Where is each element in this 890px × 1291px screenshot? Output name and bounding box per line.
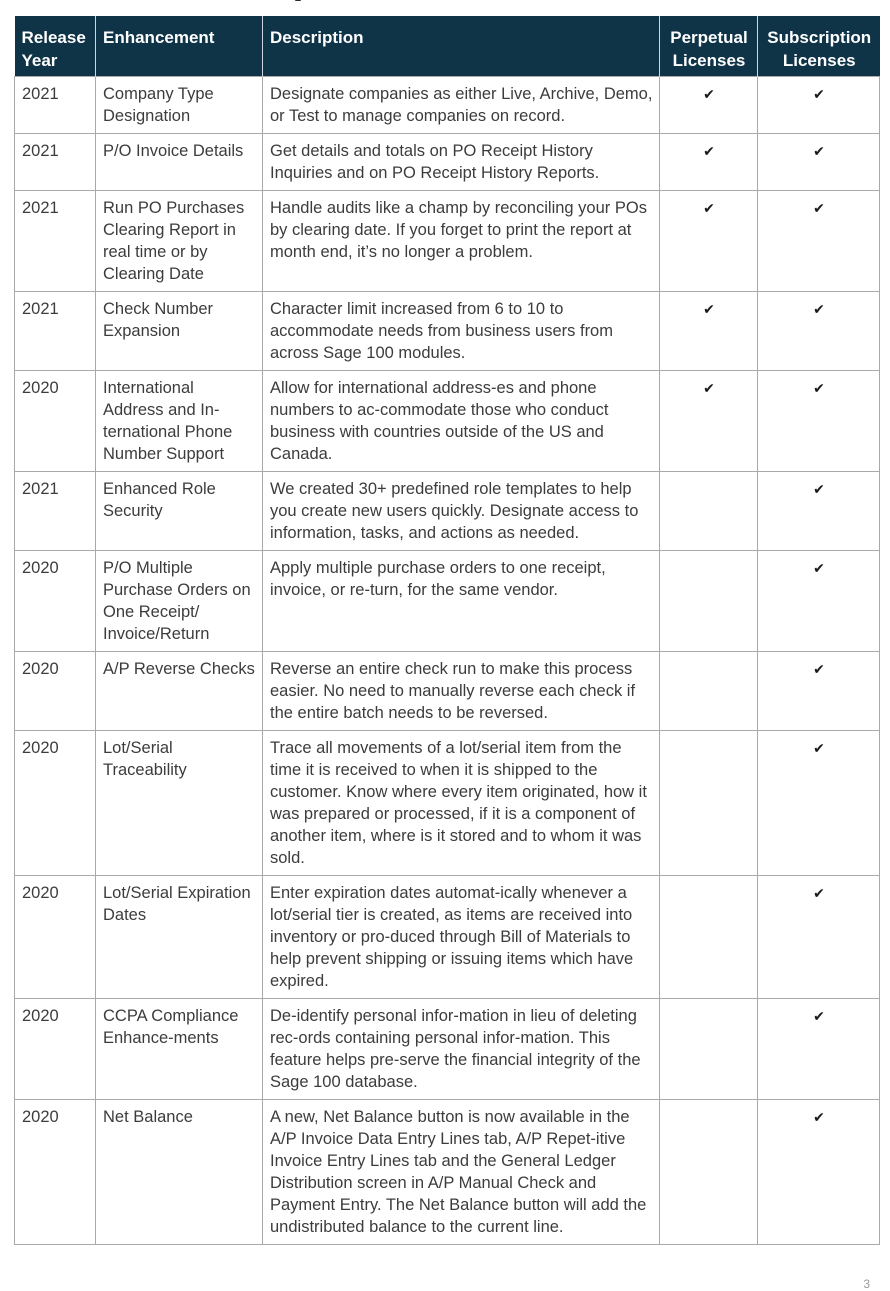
enhancement-cell: International Address and In-ternational Phone Number Support (96, 371, 263, 472)
release-year-cell: 2021 (15, 191, 96, 292)
header-perpetual-licenses: Perpetual Licenses (660, 16, 758, 77)
enhancement-cell: Lot/Serial Expiration Dates (96, 876, 263, 999)
subscription-check-cell (758, 191, 880, 292)
release-year-cell: 2020 (15, 1100, 96, 1245)
description-cell: Apply multiple purchase orders to one receipt, invoice, or re-turn, for the same vendor. (263, 551, 660, 652)
checkmark-icon: ✔ (813, 1109, 825, 1125)
description-cell: Get details and totals on PO Receipt History Inquiries and on PO Receipt History Reports. (263, 134, 660, 191)
perpetual-check-cell (660, 1100, 758, 1245)
subscription-check-cell (758, 1100, 880, 1245)
header-enhancement: Enhancement (96, 16, 263, 77)
release-year-cell: 2020 (15, 999, 96, 1100)
table-row (15, 551, 880, 652)
description-cell: Character limit increased from 6 to 10 to accommodate needs from business users from across Sage 100 modules. (263, 292, 660, 371)
subscription-check-cell (758, 134, 880, 191)
checkmark-icon: ✔ (703, 143, 715, 159)
perpetual-check-cell (660, 472, 758, 551)
table-body (15, 77, 880, 1245)
checkmark-icon: ✔ (813, 200, 825, 216)
perpetual-check-cell (660, 999, 758, 1100)
checkmark-icon: ✔ (703, 200, 715, 216)
description-cell: We created 30+ predefined role templates to help you create new users quickly. Designate access to information, tasks, and actions as needed. (263, 472, 660, 551)
release-year-cell: 2020 (15, 731, 96, 876)
description-cell: De-identify personal infor-mation in lieu of deleting rec-ords containing personal infor-mation. This feature helps pre-serve the financial integrity of the Sage 100 database. (263, 999, 660, 1100)
table-row (15, 472, 880, 551)
checkmark-icon: ✔ (813, 86, 825, 102)
enhancement-cell: Enhanced Role Security (96, 472, 263, 551)
release-year-cell: 2020 (15, 876, 96, 999)
checkmark-icon: ✔ (813, 740, 825, 756)
checkmark-icon: ✔ (813, 301, 825, 317)
perpetual-check-cell (660, 191, 758, 292)
description-cell: A new, Net Balance button is now available in the A/P Invoice Data Entry Lines tab, A/P Repet-itive Invoice Entry Lines tab and the General Ledger Distribution screen in A/P Manual Check and Payment Entry. The Net Balance button will add the undistributed balance to the current line. (263, 1100, 660, 1245)
header-release-year: Release Year (15, 16, 96, 77)
perpetual-check-cell (660, 134, 758, 191)
description-cell: Allow for international address-es and phone numbers to ac-commodate those who conduct business with countries outside of the US and Canada. (263, 371, 660, 472)
table-row (15, 1100, 880, 1245)
checkmark-icon: ✔ (813, 143, 825, 159)
page-number: 3 (863, 1277, 870, 1291)
header-subscription-licenses: Subscription Licenses (758, 16, 880, 77)
table-row (15, 652, 880, 731)
subscription-check-cell (758, 472, 880, 551)
enhancement-cell: P/O Multiple Purchase Orders on One Receipt/ Invoice/Return (96, 551, 263, 652)
enhancement-cell: Lot/Serial Traceability (96, 731, 263, 876)
subscription-check-cell (758, 999, 880, 1100)
checkmark-icon: ✔ (703, 380, 715, 396)
enhancement-cell: Net Balance (96, 1100, 263, 1245)
checkmark-icon: ✔ (813, 380, 825, 396)
description-cell: Designate companies as either Live, Archive, Demo, or Test to manage companies on record. (263, 77, 660, 134)
perpetual-check-cell (660, 292, 758, 371)
subscription-check-cell (758, 652, 880, 731)
table-row (15, 77, 880, 134)
table-row (15, 876, 880, 999)
perpetual-check-cell (660, 77, 758, 134)
enhancement-cell: Company Type Designation (96, 77, 263, 134)
checkmark-icon: ✔ (813, 481, 825, 497)
table-row (15, 292, 880, 371)
perpetual-check-cell (660, 551, 758, 652)
description-cell: Trace all movements of a lot/serial item from the time it is received to when it is shipped to the customer. Know where every item originated, how it was prepared or processed, if it is a component of another item, where is it stored and to whom it was sold. (263, 731, 660, 876)
release-year-cell: 2021 (15, 472, 96, 551)
perpetual-check-cell (660, 731, 758, 876)
enhancement-cell: Check Number Expansion (96, 292, 263, 371)
table-row (15, 731, 880, 876)
subscription-check-cell (758, 731, 880, 876)
enhancement-cell: A/P Reverse Checks (96, 652, 263, 731)
checkmark-icon: ✔ (813, 661, 825, 677)
checkmark-icon: ✔ (813, 885, 825, 901)
perpetual-check-cell (660, 371, 758, 472)
release-year-cell: 2021 (15, 292, 96, 371)
release-year-cell: 2021 (15, 134, 96, 191)
checkmark-icon: ✔ (813, 1008, 825, 1024)
header-description: Description (263, 16, 660, 77)
table-row (15, 371, 880, 472)
description-cell: Enter expiration dates automat-ically whenever a lot/serial tier is created, as items are received into inventory or pro-duced through Bill of Materials to help prevent shipping or issuing items which have expired. (263, 876, 660, 999)
perpetual-check-cell (660, 652, 758, 731)
checkmark-icon: ✔ (703, 86, 715, 102)
subscription-check-cell (758, 551, 880, 652)
perpetual-check-cell (660, 876, 758, 999)
subscription-check-cell (758, 371, 880, 472)
enhancements-table (14, 16, 880, 1245)
checkmark-icon: ✔ (813, 560, 825, 576)
description-cell: Reverse an entire check run to make this process easier. No need to manually reverse each check if the entire batch needs to be reversed. (263, 652, 660, 731)
enhancement-cell: P/O Invoice Details (96, 134, 263, 191)
description-cell: Handle audits like a champ by reconciling your POs by clearing date. If you forget to print the report at month end, it’s no longer a problem. (263, 191, 660, 292)
table-row (15, 999, 880, 1100)
enhancement-cell: Run PO Purchases Clearing Report in real time or by Clearing Date (96, 191, 263, 292)
table-row (15, 191, 880, 292)
checkmark-icon: ✔ (703, 301, 715, 317)
table-header (15, 16, 880, 77)
release-year-cell: 2020 (15, 652, 96, 731)
table-row (15, 134, 880, 191)
release-year-cell: 2020 (15, 551, 96, 652)
cropped-text-fragment (295, 0, 301, 1)
subscription-check-cell (758, 292, 880, 371)
subscription-check-cell (758, 77, 880, 134)
release-year-cell: 2021 (15, 77, 96, 134)
release-year-cell: 2020 (15, 371, 96, 472)
subscription-check-cell (758, 876, 880, 999)
enhancement-cell: CCPA Compliance Enhance-ments (96, 999, 263, 1100)
